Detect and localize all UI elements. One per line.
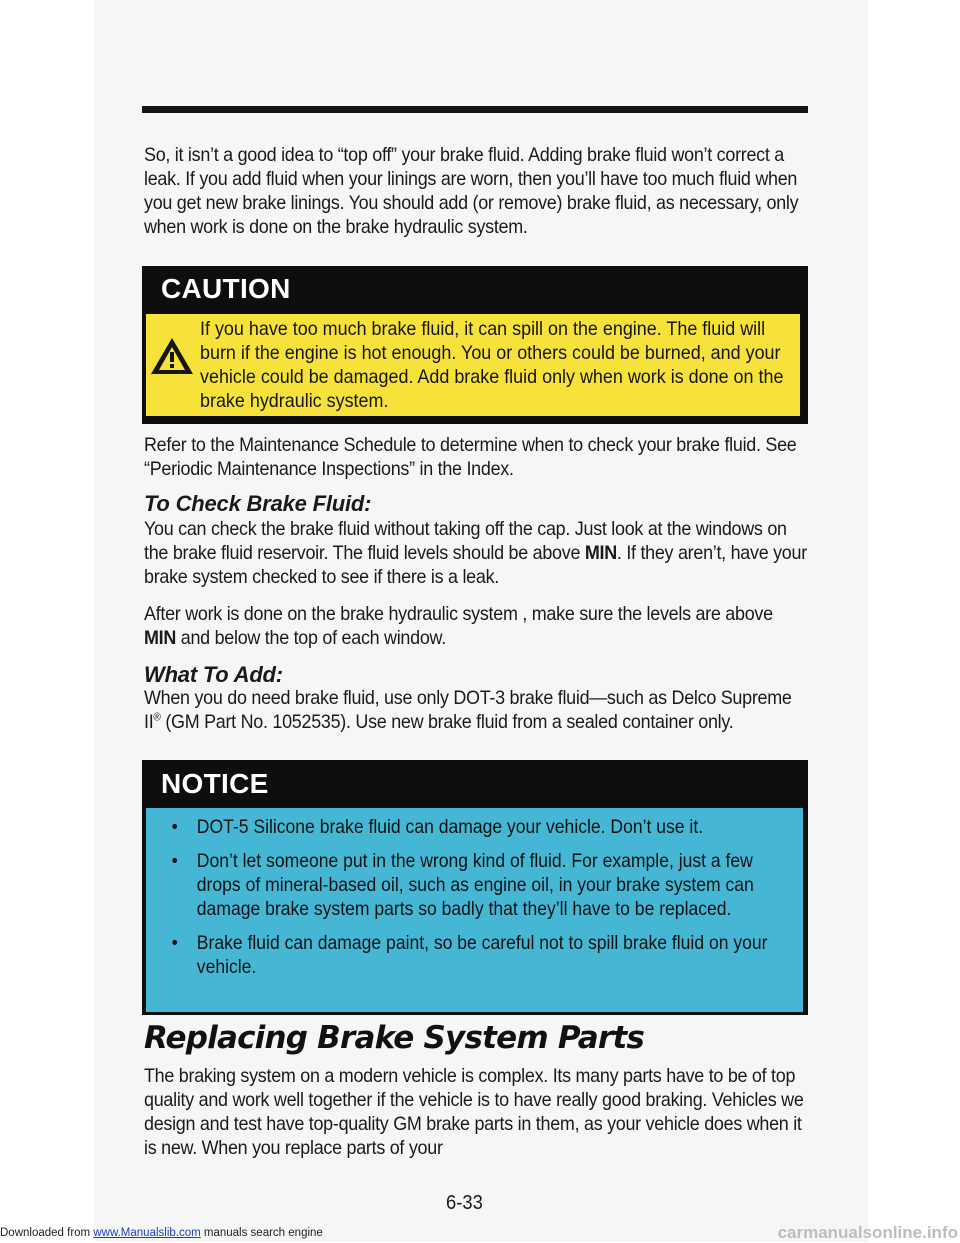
notice-list <box>168 815 789 989</box>
what-to-add-heading: What To Add: <box>144 662 283 687</box>
warning-triangle-icon <box>149 336 195 376</box>
bullet-icon: • <box>171 850 178 872</box>
notice-body <box>146 808 803 1012</box>
top-rule <box>142 106 808 113</box>
notice-item: • Don’t let someone put in the wrong kind of fluid. For example, just a few drops of mineral-based oil, such as engine oil, in your brake system can damage brake system parts so badly that they’ll have to be replaced. <box>171 850 754 920</box>
caution-text: If you have too much brake fluid, it can spill on the engine. The fluid will burn if the engine is hot enough. You or others could be burned, and your vehicle could be damaged. Add brake fluid only when work is done on the brake hydraulic system. <box>200 318 784 412</box>
notice-item: • Brake fluid can damage paint, so be careful not to spill brake fluid on your vehicle. <box>171 932 768 978</box>
watermark: carmanualsonline.info <box>777 1223 958 1242</box>
notice-title: NOTICE <box>161 768 269 799</box>
caution-body <box>146 314 800 416</box>
bullet-icon: • <box>171 816 178 838</box>
manualslib-link[interactable]: www.Manualslib.com <box>93 1227 201 1239</box>
after-work-paragraph: After work is done on the brake hydraulic system , make sure the levels are above MIN and below the top of each window. <box>144 603 773 649</box>
what-to-add-paragraph: When you do need brake fluid, use only DOT-3 brake fluid—such as Delco Supreme II® (GM Part No. 1052535). Use new brake fluid from a sealed container only. <box>144 687 792 733</box>
bullet-icon: • <box>171 932 178 954</box>
notice-box <box>142 760 808 1015</box>
caution-box <box>142 266 808 424</box>
registered-mark: ® <box>153 711 161 724</box>
notice-item: • DOT-5 Silicone brake fluid can damage your vehicle. Don’t use it. <box>171 816 704 838</box>
refer-paragraph: Refer to the Maintenance Schedule to determine when to check your brake fluid. See “Periodic Maintenance Inspections” in the Index. <box>144 434 797 480</box>
caution-title: CAUTION <box>161 273 291 304</box>
download-footer: Downloaded from www.Manualslib.com manuals search engine <box>0 1227 323 1239</box>
page-number: 6-33 <box>446 1192 483 1214</box>
replacing-brake-parts-heading: Replacing Brake System Parts <box>144 1020 645 1056</box>
braking-paragraph: The braking system on a modern vehicle is complex. Its many parts have to be of top quality and work well together if the vehicle is to have really good braking. Vehicles we design and test have top-quality GM brake parts in them, as your vehicle does when it is new. When you replace parts of your <box>144 1065 804 1159</box>
min-label: MIN <box>144 627 177 649</box>
check-brake-fluid-heading: To Check Brake Fluid: <box>144 491 372 516</box>
intro-paragraph: So, it isn’t a good idea to “top off” your brake fluid. Adding brake fluid won’t correct a leak. If you add fluid when your linings are worn, then you’ll have too much fluid when you get new brake linings. You should add (or remove) brake fluid, as necessary, only when work is done on the brake hydraulic system. <box>144 144 799 238</box>
min-label: MIN <box>584 542 617 564</box>
check-paragraph: You can check the brake fluid without taking off the cap. Just look at the windows on the brake fluid reservoir. The fluid levels should be above MIN. If they aren’t, have your brake system checked to see if there is a leak. <box>144 518 807 588</box>
